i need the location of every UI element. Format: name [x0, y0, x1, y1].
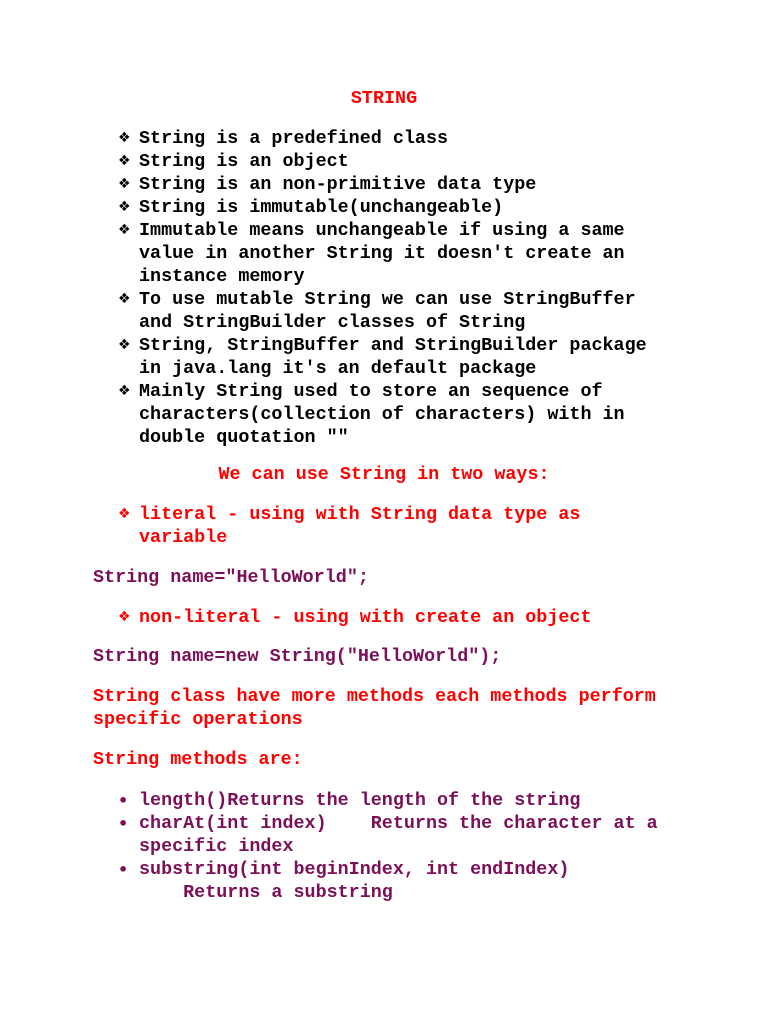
list-item: • charAt(int index) Returns the character at a specific index [118, 813, 658, 857]
diamond-bullet-icon: ❖ [118, 383, 131, 399]
list-item: ❖ Mainly String used to store an sequence of characters(collection of characters) with in double quotation "" [118, 381, 625, 448]
feature-list [118, 127, 678, 449]
diamond-bullet-icon: ❖ [118, 199, 131, 215]
diamond-bullet-icon: ❖ [118, 506, 131, 522]
diamond-bullet-icon: ❖ [118, 291, 131, 307]
diamond-bullet-icon: ❖ [118, 337, 131, 353]
methods-list [118, 789, 678, 904]
dot-bullet-icon: • [118, 860, 129, 879]
list-item: ❖ String is an object [118, 151, 349, 172]
diamond-bullet-icon: ❖ [118, 609, 131, 625]
diamond-bullet-icon: ❖ [118, 130, 131, 146]
list-item: • substring(int beginIndex, int endIndex) Returns a substring [118, 859, 570, 903]
list-item: ❖ To use mutable String we can use StringBuffer and StringBuilder classes of String [118, 289, 636, 333]
diamond-bullet-icon: ❖ [118, 153, 131, 169]
methods-heading: String methods are: [93, 749, 303, 770]
diamond-bullet-icon: ❖ [118, 176, 131, 192]
ways-heading: We can use String in two ways: [218, 464, 550, 485]
list-item: ❖ String is immutable(unchangeable) [118, 197, 504, 218]
list-item: ❖ String, StringBuffer and StringBuilder package in java.lang it's an default package [118, 335, 647, 379]
list-item: • length()Returns the length of the string [118, 790, 581, 811]
dot-bullet-icon: • [118, 814, 129, 833]
list-item: ❖ String is a predefined class [118, 128, 449, 149]
literal-item: ❖ literal - using with String data type as variable [118, 504, 581, 548]
list-item: ❖ Immutable means unchangeable if using a same value in another String it doesn't create an instance memory [118, 220, 625, 287]
diamond-bullet-icon: ❖ [118, 222, 131, 238]
dot-bullet-icon: • [118, 791, 129, 810]
methods-intro: String class have more methods each methods perform specific operations [93, 686, 656, 730]
non-literal-code: String name=new String("HelloWorld"); [93, 646, 502, 667]
page-title: STRING [350, 88, 418, 109]
non-literal-item: ❖ non-literal - using with create an object [118, 607, 592, 628]
literal-code: String name="HelloWorld"; [93, 567, 369, 588]
list-item: ❖ String is an non-primitive data type [118, 174, 537, 195]
